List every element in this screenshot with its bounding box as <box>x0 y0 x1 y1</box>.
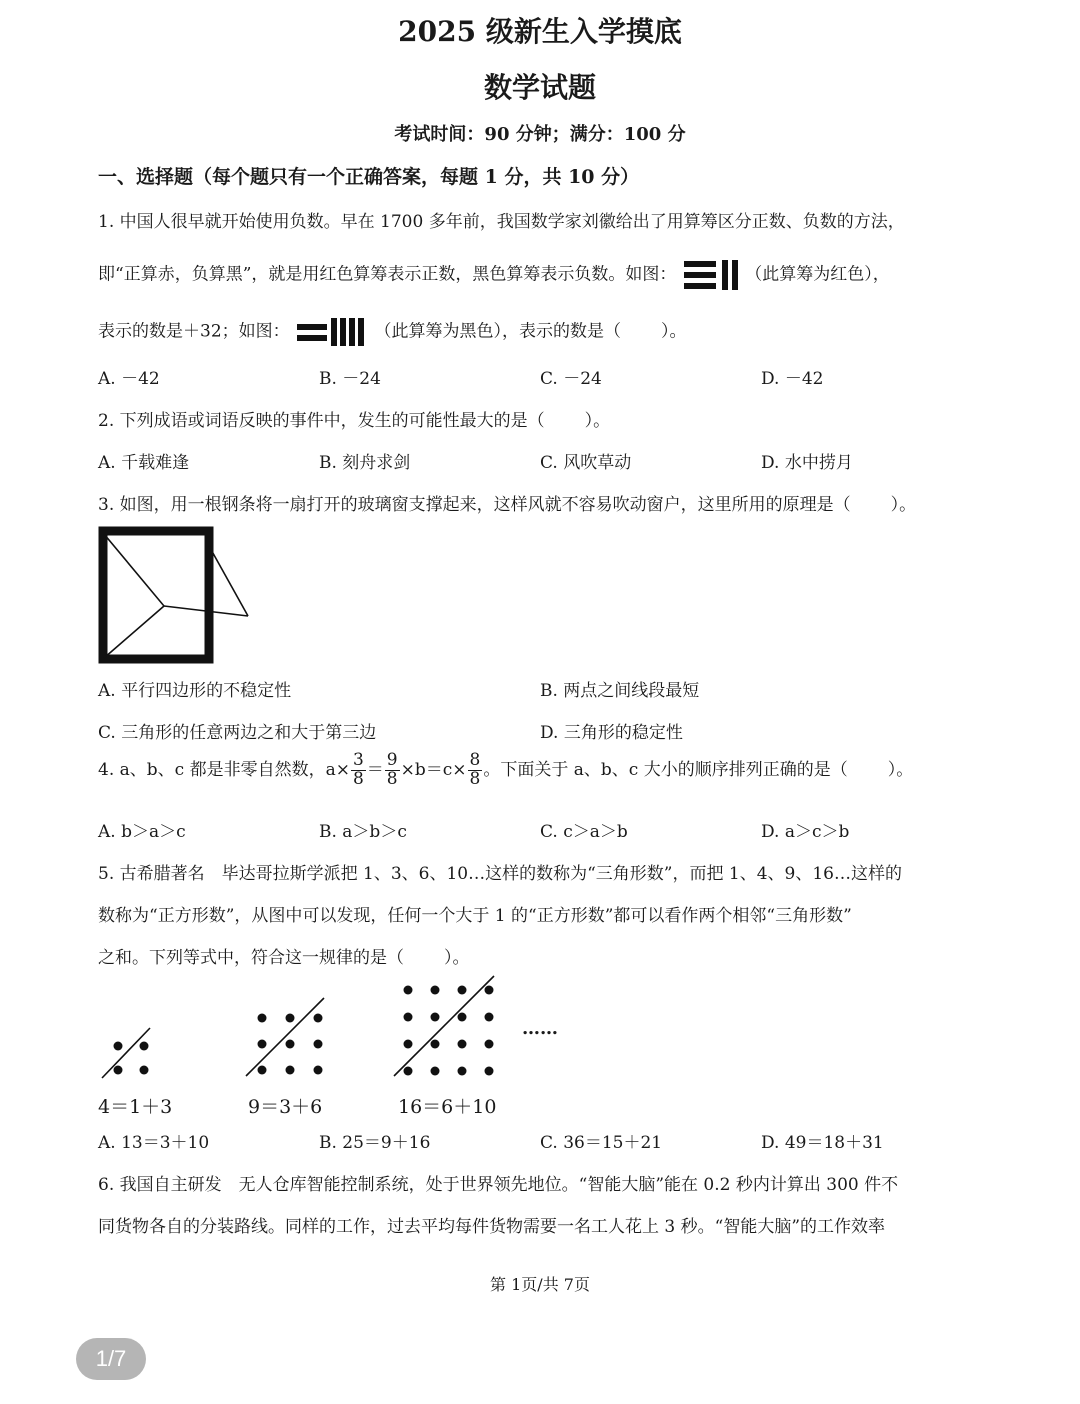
q3-stem <box>98 490 916 515</box>
q1-line3-text-b: （此算筹为黑色），表示的数是（ <box>374 321 621 342</box>
fraction-8-8 <box>468 752 483 789</box>
q4-prefix: 4. a、b、c 都是非零自然数，a× <box>98 759 350 780</box>
square-number-16-figure <box>390 972 502 1084</box>
q1-option-b: B. －24 <box>319 369 381 389</box>
q1-option-c: C. －24 <box>540 369 602 389</box>
q1-line2-text-b: （此算筹为红色）， <box>745 264 890 285</box>
q4-stem <box>98 752 913 789</box>
square-number-4-figure <box>96 1020 160 1084</box>
q2-stem <box>98 406 610 431</box>
q1-option-d: D. －42 <box>761 369 824 389</box>
q4-suffix: 。下面关于 a、b、c 大小的顺序排列正确的是（ <box>483 759 848 780</box>
q3-stem-end: ）。 <box>890 495 917 515</box>
q3-option-a: A. 平行四边形的不稳定性 <box>98 681 292 701</box>
exam-info: 考试时间：90 分钟；满分：100 分 <box>394 124 686 145</box>
q4-mid: ×b＝c× <box>400 759 467 780</box>
square-number-9-figure <box>240 992 332 1084</box>
q1-line3-text-c: ）。 <box>660 321 687 342</box>
q5-line1: 5. 古希腊著名 毕达哥拉斯学派把 1、3、6、10…这样的数称为“三角形数”，而把 1、4、9、16…这样的 <box>98 864 902 884</box>
fraction-3-8 <box>351 752 366 789</box>
q6-line1: 6. 我国自主研发 无人仓库智能控制系统，处于世界领先地位。“智能大脑”能在 0.2 秒内计算出 300 件不 <box>98 1175 899 1195</box>
fraction-9-8 <box>385 752 400 789</box>
q1-line1: 1. 中国人很早就开始使用负数。早在 1700 多年前，我国数学家刘徽给出了用算筹区分正数、负数的方法， <box>98 212 905 232</box>
figure-eq-9: 9＝3＋6 <box>248 1096 323 1118</box>
q4-option-b: B. a＞b＞c <box>319 822 407 842</box>
q5-line3 <box>98 943 470 968</box>
q4-suffix-end: ）。 <box>887 759 914 780</box>
q1-line2 <box>98 258 890 292</box>
fraction-numerator: 9 <box>386 750 398 770</box>
q2-option-b: B. 刻舟求剑 <box>319 453 411 473</box>
q6-line2: 同货物各自的分装路线。同样的工作，过去平均每件货物需要一名工人花上 3 秒。“智能大脑”的工作效率 <box>98 1217 886 1237</box>
q3-option-b: B. 两点之间线段最短 <box>540 681 700 701</box>
figure-ellipsis: …… <box>522 1018 558 1039</box>
q5-option-d: D. 49＝18＋31 <box>761 1133 884 1153</box>
figure-eq-4: 4＝1＋3 <box>98 1096 173 1118</box>
black-counting-rods-figure <box>295 316 369 348</box>
q1-line3 <box>98 316 686 348</box>
q4-option-c: C. c＞a＞b <box>540 822 628 842</box>
q4-option-a: A. b＞a＞c <box>98 822 186 842</box>
q5-line3-text: 之和。下列等式中，符合这一规律的是（ <box>98 948 404 968</box>
q2-stem-text: 2. 下列成语或词语反映的事件中，发生的可能性最大的是（ <box>98 411 545 431</box>
q5-option-b: B. 25＝9＋16 <box>319 1133 431 1153</box>
q4-option-d: D. a＞c＞b <box>761 822 850 842</box>
page-indicator-badge[interactable]: 1/7 <box>76 1338 146 1380</box>
red-counting-rods-figure <box>682 258 740 292</box>
q5-line2: 数称为“正方形数”，从图中可以发现，任何一个大于 1 的“正方形数”都可以看作两个相邻“三角形数” <box>98 906 852 926</box>
exam-title: 2025 级新生入学摸底 <box>398 15 682 48</box>
window-support-figure <box>96 524 256 666</box>
q2-stem-end: ）。 <box>584 411 611 431</box>
fraction-denominator: 8 <box>469 768 481 789</box>
fraction-numerator: 3 <box>352 750 364 770</box>
fraction-denominator: 8 <box>352 768 364 789</box>
figure-eq-16: 16＝6＋10 <box>398 1096 497 1118</box>
q3-option-d: D. 三角形的稳定性 <box>540 723 683 743</box>
fraction-numerator: 8 <box>469 750 481 770</box>
q2-option-c: C. 风吹草动 <box>540 453 632 473</box>
q4-equals: ＝ <box>366 759 384 780</box>
q3-option-c: C. 三角形的任意两边之和大于第三边 <box>98 723 377 743</box>
q2-option-a: A. 千载难逢 <box>98 453 190 473</box>
q5-option-a: A. 13＝3＋10 <box>98 1133 210 1153</box>
q5-option-c: C. 36＝15＋21 <box>540 1133 663 1153</box>
page-footer: 第 1页/共 7页 <box>490 1275 590 1294</box>
q3-stem-text: 3. 如图，用一根钢条将一扇打开的玻璃窗支撑起来，这样风就不容易吹动窗户，这里所用的原理是（ <box>98 495 851 515</box>
q5-line3-end: ）。 <box>444 948 470 968</box>
q1-line3-text-a: 表示的数是＋32；如图： <box>98 321 290 342</box>
exam-subtitle: 数学试题 <box>483 71 596 104</box>
fraction-denominator: 8 <box>386 768 398 789</box>
q1-line2-text-a: 即“正算赤，负算黑”，就是用红色算筹表示正数，黑色算筹表示负数。如图： <box>98 264 677 285</box>
q2-option-d: D. 水中捞月 <box>761 453 853 473</box>
q1-option-a: A. －42 <box>98 369 160 389</box>
section-heading: 一、选择题（每个题只有一个正确答案，每题 1 分，共 10 分） <box>98 166 640 188</box>
